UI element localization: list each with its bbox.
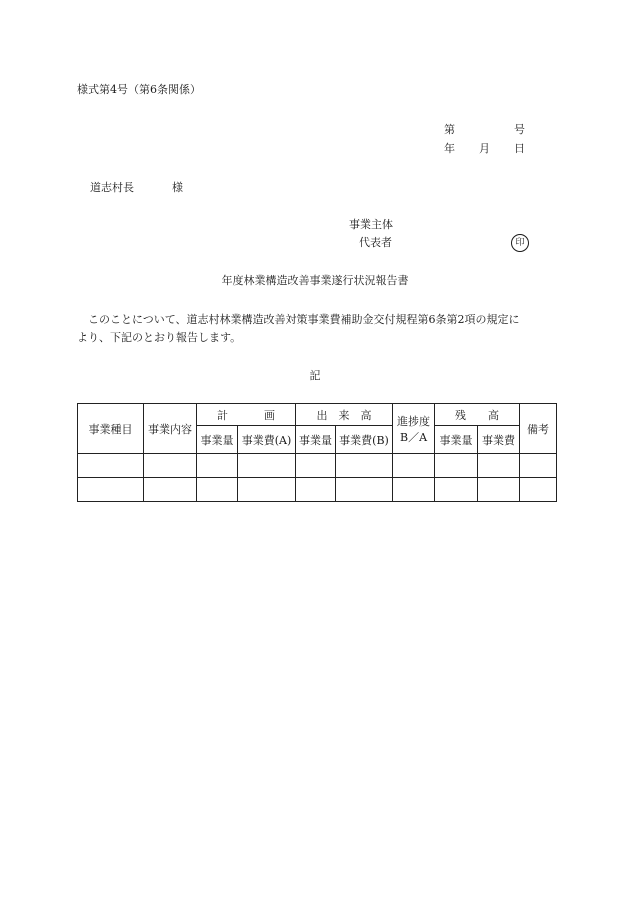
group-remaining	[435, 404, 520, 426]
document-title: 年度林業構造改善事業遂行状況報告書	[221, 274, 409, 287]
cell-actual-quantity[interactable]	[296, 478, 336, 502]
plan-cost: 事業費(A)	[238, 426, 296, 454]
cell-actual-cost[interactable]	[336, 454, 393, 478]
group-remaining-char-2: 高	[488, 408, 499, 422]
addressee-honorific: 様	[172, 181, 183, 194]
cell-plan-cost[interactable]	[238, 478, 296, 502]
table-row	[78, 454, 557, 478]
col-project-type: 事業種目	[78, 404, 144, 454]
cell-progress[interactable]	[393, 478, 435, 502]
number-suffix: 号	[514, 123, 525, 136]
group-plan-char-2: 画	[264, 408, 275, 422]
cell-plan-quantity[interactable]	[197, 454, 238, 478]
body-line-2: より、下記のとおり報告します。	[77, 331, 242, 344]
remaining-quantity: 事業量	[435, 426, 478, 454]
group-actual	[296, 404, 393, 426]
group-actual-char-1: 出	[316, 408, 328, 422]
cell-progress[interactable]	[393, 454, 435, 478]
cell-remarks[interactable]	[520, 454, 557, 478]
cell-plan-cost[interactable]	[238, 454, 296, 478]
col-progress	[393, 404, 435, 454]
col-progress-formula: B／A	[399, 430, 428, 444]
cell-project-type[interactable]	[78, 454, 144, 478]
cell-remaining-cost[interactable]	[478, 478, 520, 502]
cell-plan-quantity[interactable]	[197, 478, 238, 502]
report-table	[77, 403, 557, 502]
cell-project-type[interactable]	[78, 478, 144, 502]
plan-quantity: 事業量	[197, 426, 238, 454]
date-month: 月	[479, 142, 490, 155]
cell-remaining-quantity[interactable]	[435, 478, 478, 502]
number-prefix: 第	[444, 123, 455, 136]
body-paragraph	[77, 311, 557, 347]
representative-label: 代表者	[359, 236, 392, 249]
cell-project-content[interactable]	[144, 454, 197, 478]
group-plan-char-1: 計	[217, 408, 228, 422]
addressee	[90, 181, 183, 195]
cell-actual-quantity[interactable]	[296, 454, 336, 478]
date-year: 年	[444, 142, 455, 155]
form-number: 様式第4号（第6条関係）	[77, 83, 201, 96]
entity-label: 事業主体	[349, 218, 393, 231]
addressee-name: 道志村長	[90, 181, 134, 194]
seal-mark: 印	[511, 234, 529, 252]
actual-quantity: 事業量	[296, 426, 336, 454]
actual-cost: 事業費(B)	[336, 426, 393, 454]
cell-remarks[interactable]	[520, 478, 557, 502]
group-plan	[197, 404, 296, 426]
cell-project-content[interactable]	[144, 478, 197, 502]
body-line-1: このことについて、道志村林業構造改善対策事業費補助金交付規程第6条第2項の規定に	[88, 313, 520, 326]
group-remaining-char-1: 残	[455, 408, 466, 422]
cell-remaining-cost[interactable]	[478, 454, 520, 478]
col-project-content: 事業内容	[144, 404, 197, 454]
col-remarks: 備考	[520, 404, 557, 454]
group-actual-char-2: 来	[338, 408, 350, 422]
table-header-row-1	[78, 404, 557, 426]
date-day: 日	[514, 142, 525, 155]
col-progress-label: 進捗度	[397, 414, 430, 428]
remaining-cost: 事業費	[478, 426, 520, 454]
cell-remaining-quantity[interactable]	[435, 454, 478, 478]
table-row	[78, 478, 557, 502]
cell-actual-cost[interactable]	[336, 478, 393, 502]
group-actual-char-3: 高	[360, 408, 372, 422]
ki-heading: 記	[309, 369, 321, 382]
